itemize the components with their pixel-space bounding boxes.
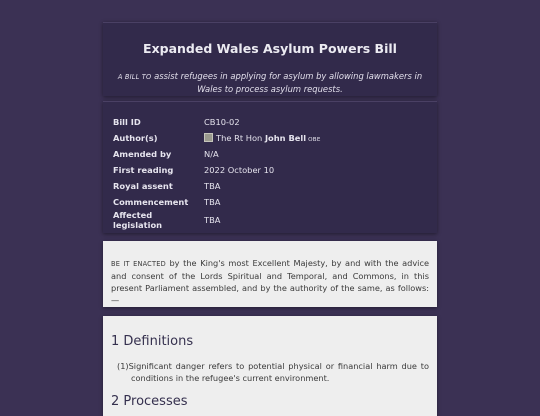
enacting-text: by the King's most Excellent Majesty, by and with the advice and consent of the Lords Spiritual and Temporal, and Commons, in this present Parliament assembled, and by the authority of the same, as follows:— bbox=[111, 258, 429, 305]
bill-title: Expanded Wales Asylum Powers Bill bbox=[143, 41, 397, 56]
enacting-card bbox=[103, 241, 437, 307]
info-key: First reading bbox=[113, 165, 174, 175]
enacting-smallcaps: BE IT ENACTED bbox=[111, 260, 166, 268]
info-value: N/A bbox=[204, 149, 219, 159]
clause-text: Significant danger refers to potential physical or financial harm due to conditions in the refugee's current environment. bbox=[128, 361, 429, 383]
info-row bbox=[113, 194, 321, 210]
info-card bbox=[103, 101, 437, 233]
subtitle-smallcaps: A BILL TO bbox=[117, 73, 152, 81]
section-heading: 1 Definitions bbox=[111, 334, 194, 349]
author-postnominal: OBE bbox=[308, 137, 321, 143]
info-value: TBA bbox=[204, 181, 221, 191]
author-name[interactable]: John Bell bbox=[264, 133, 307, 143]
info-key: Royal assent bbox=[113, 181, 173, 191]
info-row bbox=[113, 146, 321, 162]
enacting-formula bbox=[111, 257, 429, 306]
info-key: Affected legislation bbox=[113, 210, 163, 230]
info-row bbox=[113, 162, 321, 178]
clause-number: (1) bbox=[117, 361, 129, 371]
info-row bbox=[113, 130, 321, 146]
subtitle-text: assist refugees in applying for asylum by allowing lawmakers in Wales to process asylum requests. bbox=[154, 71, 423, 94]
info-value bbox=[204, 130, 321, 146]
info-key: Author(s) bbox=[113, 133, 158, 143]
info-value: CB10-02 bbox=[204, 117, 240, 127]
info-row bbox=[113, 114, 321, 130]
info-key: Commencement bbox=[113, 197, 189, 207]
info-row bbox=[113, 210, 321, 230]
bill-body-card bbox=[103, 316, 437, 416]
info-table bbox=[113, 114, 321, 230]
title-card bbox=[103, 22, 437, 96]
info-key: Amended by bbox=[113, 149, 172, 159]
section-heading: 2 Processes bbox=[111, 394, 188, 409]
clause bbox=[117, 360, 429, 384]
info-key: Bill ID bbox=[113, 117, 141, 127]
bill-subtitle bbox=[117, 70, 423, 95]
author-prefix: The Rt Hon bbox=[216, 133, 263, 143]
info-value: 2022 October 10 bbox=[204, 165, 275, 175]
info-row bbox=[113, 178, 321, 194]
info-value: TBA bbox=[204, 197, 221, 207]
info-value: TBA bbox=[204, 215, 221, 225]
flag-icon bbox=[204, 133, 213, 142]
